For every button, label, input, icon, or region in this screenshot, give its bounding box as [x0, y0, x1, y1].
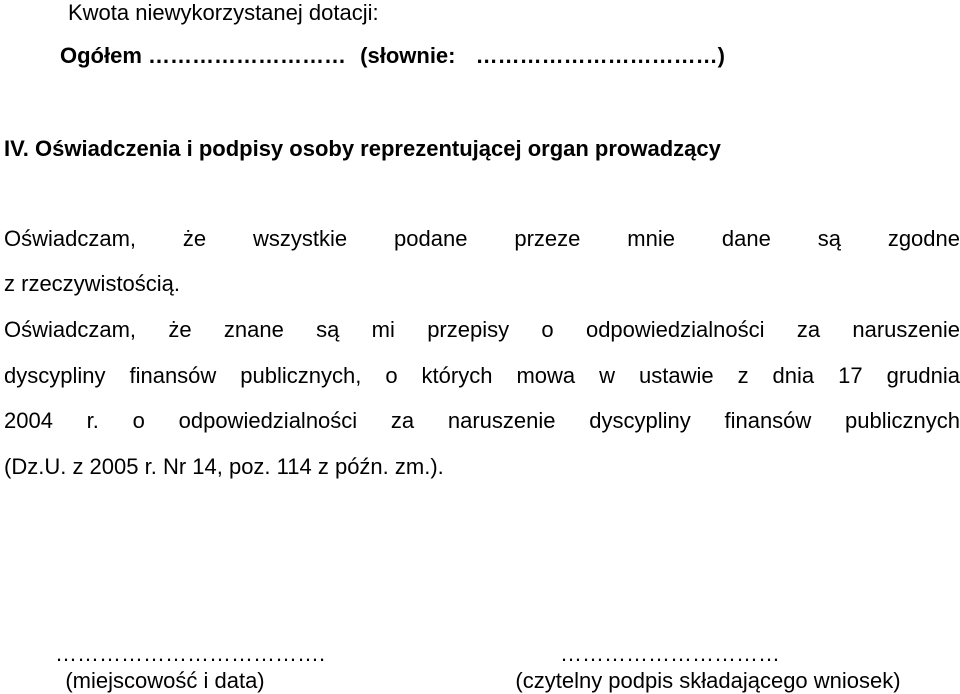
- statement2-line-2: dyscypliny finansów publicznych, o których mowa w ustawie z dnia 17 grudnia: [4, 363, 960, 388]
- in-words-dots: ……………………………: [475, 43, 718, 68]
- in-words-close: ): [717, 43, 725, 68]
- total-amount-dots: ………………………: [148, 43, 347, 68]
- statement2-line-1: Oświadczam, że znane są mi przepisy o odpowiedzialności za naruszenie: [4, 317, 960, 342]
- unused-grant-label: Kwota niewykorzystanej dotacji:: [68, 0, 379, 25]
- place-date-dots: ……………………………….: [54, 641, 326, 666]
- total-label: Ogółem: [60, 43, 142, 68]
- total-amount-row: [60, 43, 725, 69]
- statement2-line-4: (Dz.U. z 2005 r. Nr 14, poz. 114 z późn. zm.).: [4, 454, 444, 479]
- place-date-label: (miejscowość i data): [65, 668, 265, 693]
- statement1-line-1: Oświadczam, że wszystkie podane przeze mnie dane są zgodne: [4, 226, 960, 251]
- statement1-line-2: z rzeczywistością.: [4, 271, 181, 296]
- in-words-open: (słownie:: [360, 43, 456, 68]
- statement2-line-3: 2004 r. o odpowiedzialności za naruszenie dyscypliny finansów publicznych: [4, 408, 960, 433]
- signature-dots: …………………………: [560, 641, 780, 666]
- section-iv-heading: IV. Oświadczenia i podpisy osoby reprezentującej organ prowadzący: [4, 136, 721, 161]
- signature-label: (czytelny podpis składającego wniosek): [515, 668, 901, 693]
